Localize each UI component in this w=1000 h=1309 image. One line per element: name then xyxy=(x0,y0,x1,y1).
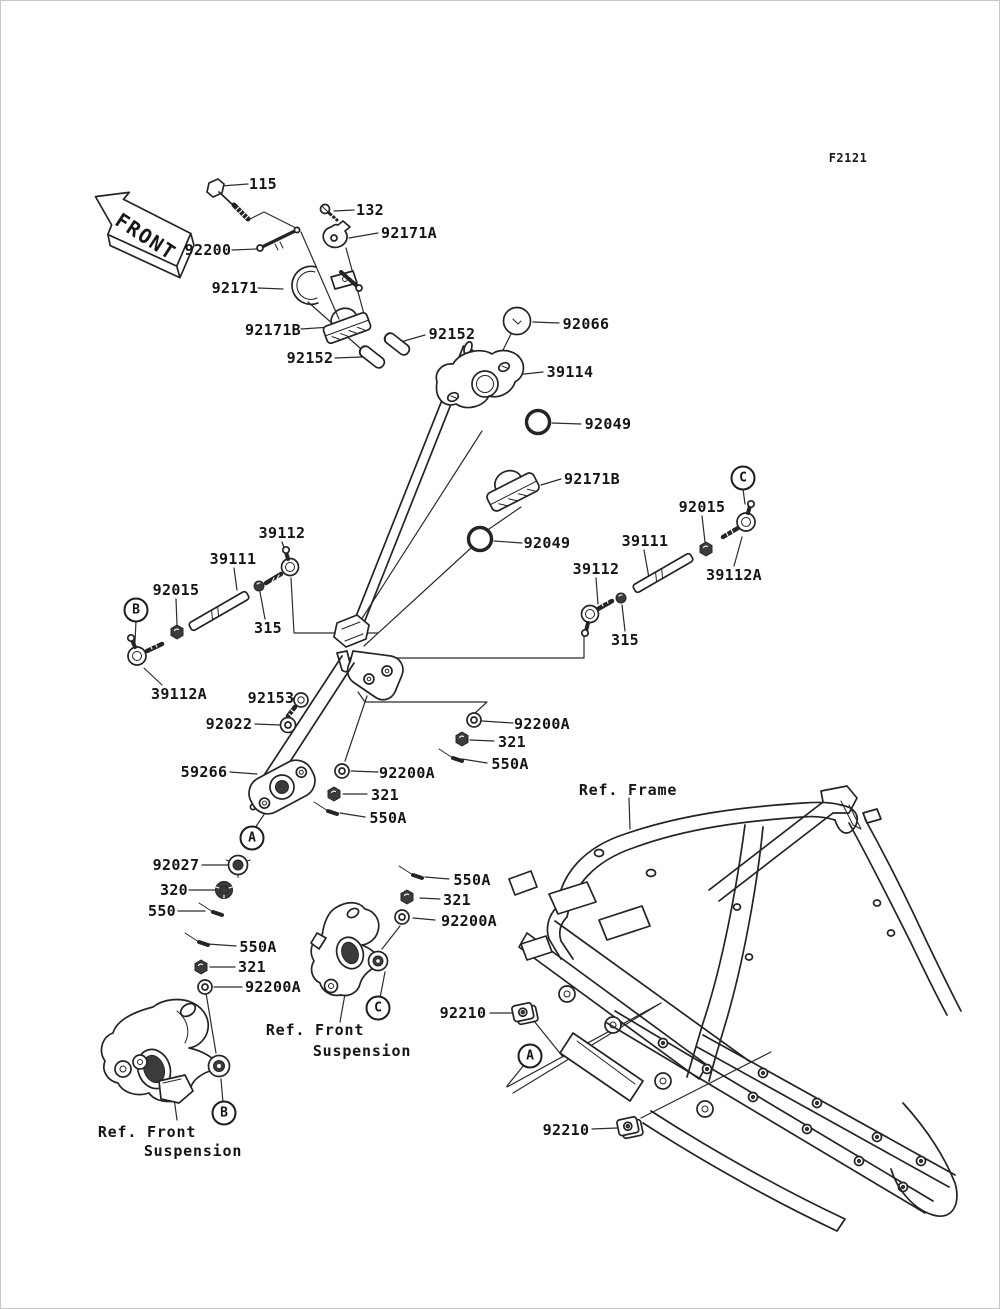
part-label-92027: 92027 xyxy=(152,856,200,874)
part-label-92200A: 92200A xyxy=(514,715,570,733)
ref-label: Suspension xyxy=(312,1042,412,1060)
part-label-92015: 92015 xyxy=(678,498,726,516)
part-label-92049: 92049 xyxy=(584,415,632,433)
part-label-320: 320 xyxy=(160,881,188,899)
part-label-550A: 550A xyxy=(369,809,407,827)
ref-label: Ref. Front xyxy=(265,1021,365,1039)
part-label-92171A: 92171A xyxy=(381,224,437,242)
part-label-92200A: 92200A xyxy=(379,764,435,782)
part-label-39111: 39111 xyxy=(621,532,669,550)
ref-circle-C: C xyxy=(366,996,391,1021)
part-label-39112A: 39112A xyxy=(151,685,207,703)
ref-label: Ref. Frame xyxy=(578,781,678,799)
part-label-92200: 92200 xyxy=(184,241,232,259)
part-label-92200A: 92200A xyxy=(441,912,497,930)
part-label-321: 321 xyxy=(371,786,399,804)
part-label-39111: 39111 xyxy=(209,550,257,568)
part-label-550A: 550A xyxy=(491,755,529,773)
part-label-321: 321 xyxy=(443,891,471,909)
part-label-321: 321 xyxy=(498,733,526,751)
part-label-39112: 39112 xyxy=(258,524,306,542)
ref-circle-B: B xyxy=(212,1101,237,1126)
part-label-92152: 92152 xyxy=(286,349,334,367)
part-label-39114: 39114 xyxy=(546,363,594,381)
part-label-92152: 92152 xyxy=(428,325,476,343)
figure-code: F2121 xyxy=(828,151,868,165)
part-label-92066: 92066 xyxy=(562,315,610,333)
part-label-92171B: 92171B xyxy=(564,470,620,488)
part-label-92015: 92015 xyxy=(152,581,200,599)
part-label-92210: 92210 xyxy=(542,1121,590,1139)
part-label-59266: 59266 xyxy=(180,763,228,781)
part-label-92171B: 92171B xyxy=(245,321,301,339)
ref-circle-A: A xyxy=(240,826,265,851)
ref-circle-B: B xyxy=(124,598,149,623)
front-label: FRONT xyxy=(110,207,181,265)
ref-label: Ref. Front xyxy=(97,1123,197,1141)
part-label-39112A: 39112A xyxy=(706,566,762,584)
part-label-132: 132 xyxy=(356,201,384,219)
part-label-321: 321 xyxy=(238,958,266,976)
ref-circle-A: A xyxy=(518,1044,543,1069)
part-label-550A: 550A xyxy=(453,871,491,889)
part-label-550A: 550A xyxy=(239,938,277,956)
part-label-92171: 92171 xyxy=(211,279,259,297)
part-label-115: 115 xyxy=(249,175,277,193)
part-label-39112: 39112 xyxy=(572,560,620,578)
part-label-92049: 92049 xyxy=(523,534,571,552)
part-label-92022: 92022 xyxy=(205,715,253,733)
part-label-92210: 92210 xyxy=(439,1004,487,1022)
ref-label: Suspension xyxy=(143,1142,243,1160)
ref-circle-C: C xyxy=(731,466,756,491)
part-label-315: 315 xyxy=(611,631,639,649)
labels-layer xyxy=(1,1,999,1308)
part-label-92153: 92153 xyxy=(247,689,295,707)
part-label-92200A: 92200A xyxy=(245,978,301,996)
part-label-315: 315 xyxy=(254,619,282,637)
part-label-550: 550 xyxy=(148,902,176,920)
